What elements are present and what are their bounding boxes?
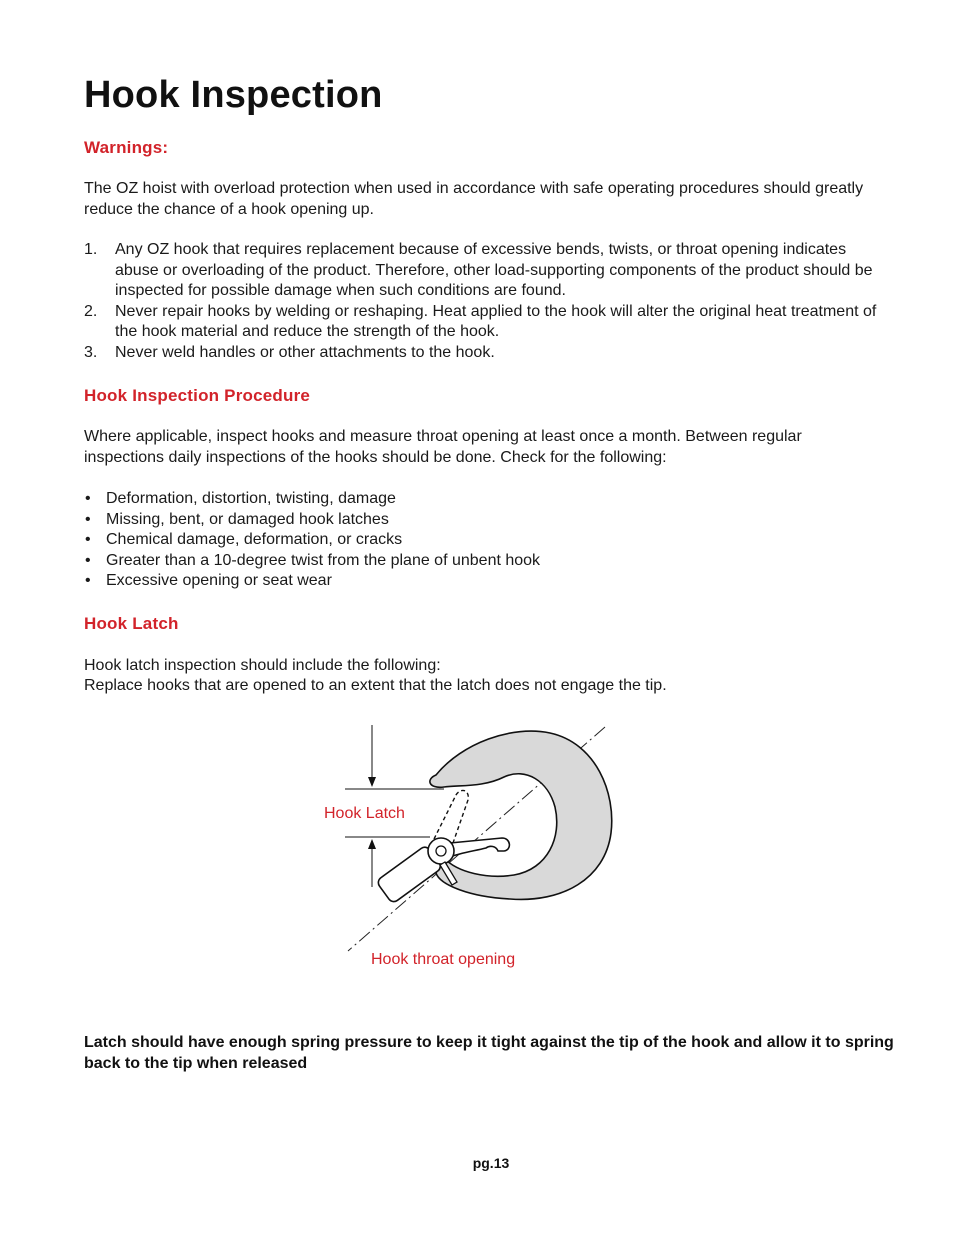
hook-throat-label: Hook throat opening [371, 951, 516, 968]
list-item [84, 571, 884, 592]
latch-pivot-pin [436, 846, 446, 856]
arrow-down-icon [368, 777, 376, 787]
page-number: pg.13 [472, 1155, 510, 1171]
warnings-list [84, 240, 884, 363]
list-item-text: Any OZ hook that requires replacement because of excessive bends, twists, or throat opening indicates abuse or overloading of the product. Therefore, other load-supporting components of the product should be inspected for possible damage when such conditions are found. [115, 241, 873, 299]
list-item-text: Never repair hooks by welding or reshaping. Heat applied to the hook will alter the original heat treatment of the hook material and reduce the strength of the hook. [115, 302, 877, 340]
hook-diagram [300, 715, 640, 980]
list-item [84, 489, 884, 510]
latch-note: Latch should have enough spring pressure to keep it tight against the tip of the hook and allow it to spring back to the tip when released [84, 1034, 894, 1072]
page-title: Hook Inspection [84, 74, 383, 116]
list-item [84, 551, 884, 572]
bullet-icon: • [85, 510, 91, 528]
list-item [84, 240, 884, 302]
list-item-text: Chemical damage, deformation, or cracks [106, 531, 403, 548]
hook-latch-label: Hook Latch [324, 805, 405, 822]
list-item-text: Greater than a 10-degree twist from the plane of unbent hook [106, 551, 541, 569]
latch-line-1: Hook latch inspection should include the following: [84, 657, 441, 674]
warnings-heading: Warnings: [84, 138, 169, 157]
bullet-icon: • [85, 551, 91, 569]
warnings-intro: The OZ hoist with overload protection when used in accordance with safe operating procedures should greatly reduce the chance of a hook opening up. [84, 180, 864, 218]
list-item-number: 3. [84, 343, 98, 361]
bullet-icon: • [85, 490, 91, 507]
hook-body [430, 731, 612, 899]
latch-open-dashed [434, 790, 468, 843]
procedure-heading: Hook Inspection Procedure [84, 386, 311, 405]
list-item-number: 2. [84, 302, 98, 320]
procedure-intro: Where applicable, inspect hooks and measure throat opening at least once a month. Between regular inspections daily inspections of the hooks should be done. Check for the following: [84, 428, 802, 466]
latch-line-2: Replace hooks that are opened to an extent that the latch does not engage the tip. [84, 677, 667, 694]
bullet-icon: • [85, 572, 91, 589]
list-item [84, 530, 884, 551]
list-item-number: 1. [84, 241, 98, 258]
list-item-text: Missing, bent, or damaged hook latches [106, 510, 389, 528]
arrow-up-icon [368, 839, 376, 849]
list-item-text: Deformation, distortion, twisting, damage [106, 490, 396, 507]
latch-heading: Hook Latch [84, 614, 179, 633]
bullet-icon: • [85, 531, 91, 548]
list-item [84, 343, 884, 364]
list-item [84, 510, 884, 531]
latch-closed [450, 838, 509, 857]
list-item-text: Never weld handles or other attachments to the hook. [115, 343, 495, 361]
list-item [84, 302, 884, 343]
procedure-checklist [84, 489, 884, 592]
list-item-text: Excessive opening or seat wear [106, 572, 332, 589]
